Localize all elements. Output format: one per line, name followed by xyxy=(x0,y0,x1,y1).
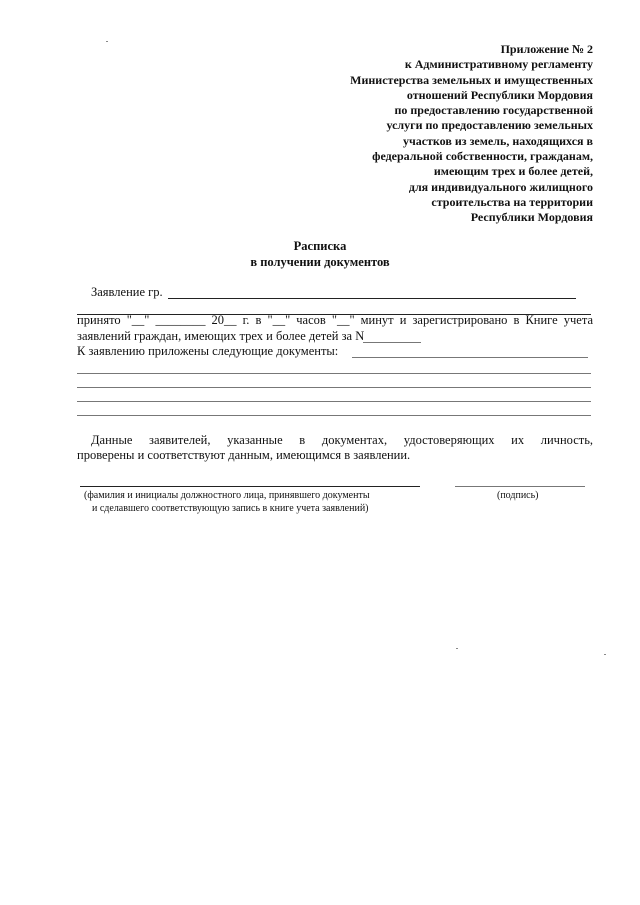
official-name-field[interactable] xyxy=(80,486,420,487)
verified-word: личность, xyxy=(540,433,594,447)
verified-line xyxy=(91,433,593,448)
appendix-line: строительства на территории xyxy=(431,194,593,209)
applicant-name-field[interactable] xyxy=(168,298,576,299)
scan-speck xyxy=(604,654,606,655)
accepted-word: 20__ xyxy=(211,313,237,327)
official-caption-line-2: и сделавшего соответствующую запись в книге учета заявлений) xyxy=(92,503,369,514)
registration-number-field[interactable] xyxy=(363,342,421,343)
official-caption-line-1: (фамилия и инициалы должностного лица, принявшего документы xyxy=(84,490,370,501)
title-line-2: в получении документов xyxy=(250,255,390,269)
verified-word: заявителей, xyxy=(149,433,211,447)
accepted-word: "__" xyxy=(267,313,291,327)
accepted-word: в xyxy=(255,313,262,327)
verified-word: указанные xyxy=(227,433,283,447)
accepted-word: Книге xyxy=(525,313,558,327)
accepted-word: зарегистрировано xyxy=(412,313,508,327)
appendix-line: имеющим трех и более детей, xyxy=(433,164,593,179)
appendix-line: Республики Мордовия xyxy=(470,210,593,225)
accepted-word: учета xyxy=(563,313,593,327)
accepted-word: ________ xyxy=(155,313,206,327)
verified-word: удостоверяющих xyxy=(403,433,495,447)
accepted-word: г. xyxy=(242,313,250,327)
appendix-line: федеральной собственности, гражданам, xyxy=(372,149,593,164)
accepted-word: принято xyxy=(77,313,121,327)
statement-label: Заявление гр. xyxy=(91,285,163,299)
appendix-line: Министерства земельных и имущественных xyxy=(350,72,593,87)
attached-documents-line[interactable] xyxy=(77,387,591,388)
appendix-line: для индивидуального жилищного xyxy=(408,179,593,194)
signature-caption: (подпись) xyxy=(497,490,539,501)
signature-field[interactable] xyxy=(455,486,585,487)
attached-documents-line[interactable] xyxy=(77,415,591,416)
attached-documents-line[interactable] xyxy=(77,373,591,374)
attached-documents-line[interactable] xyxy=(77,401,591,402)
scan-speck xyxy=(106,41,108,42)
verified-word: их xyxy=(511,433,525,447)
appendix-line: отношений Республики Мордовия xyxy=(406,87,593,102)
verified-word: в xyxy=(299,433,306,447)
accepted-line-2: заявлений граждан, имеющих трех и более детей за N xyxy=(77,329,365,343)
verified-word: Данные xyxy=(91,433,133,447)
attached-documents-label: К заявлению приложены следующие документы: xyxy=(77,344,339,358)
appendix-line: услуги по предоставлению земельных xyxy=(386,118,593,133)
verified-word: документах, xyxy=(321,433,388,447)
appendix-header xyxy=(263,42,593,226)
accepted-word: в xyxy=(513,313,520,327)
appendix-line: по предоставлению государственной xyxy=(394,103,593,118)
title-line-1: Расписка xyxy=(293,239,347,253)
accepted-word: и xyxy=(399,313,407,327)
accepted-word: часов xyxy=(296,313,326,327)
accepted-word: минут xyxy=(360,313,394,327)
accepted-word: "__" xyxy=(126,313,150,327)
appendix-line: Приложение № 2 xyxy=(500,42,593,56)
verified-line-2: проверены и соответствуют данным, имеющимся в заявлении. xyxy=(77,448,411,462)
attached-documents-field[interactable] xyxy=(352,357,588,358)
appendix-line: участков из земель, находящихся в xyxy=(402,133,593,148)
accepted-word: "__" xyxy=(331,313,355,327)
accepted-line xyxy=(77,313,593,328)
scan-speck xyxy=(456,648,458,649)
document-title xyxy=(0,238,640,270)
appendix-line: к Административному регламенту xyxy=(404,57,593,72)
